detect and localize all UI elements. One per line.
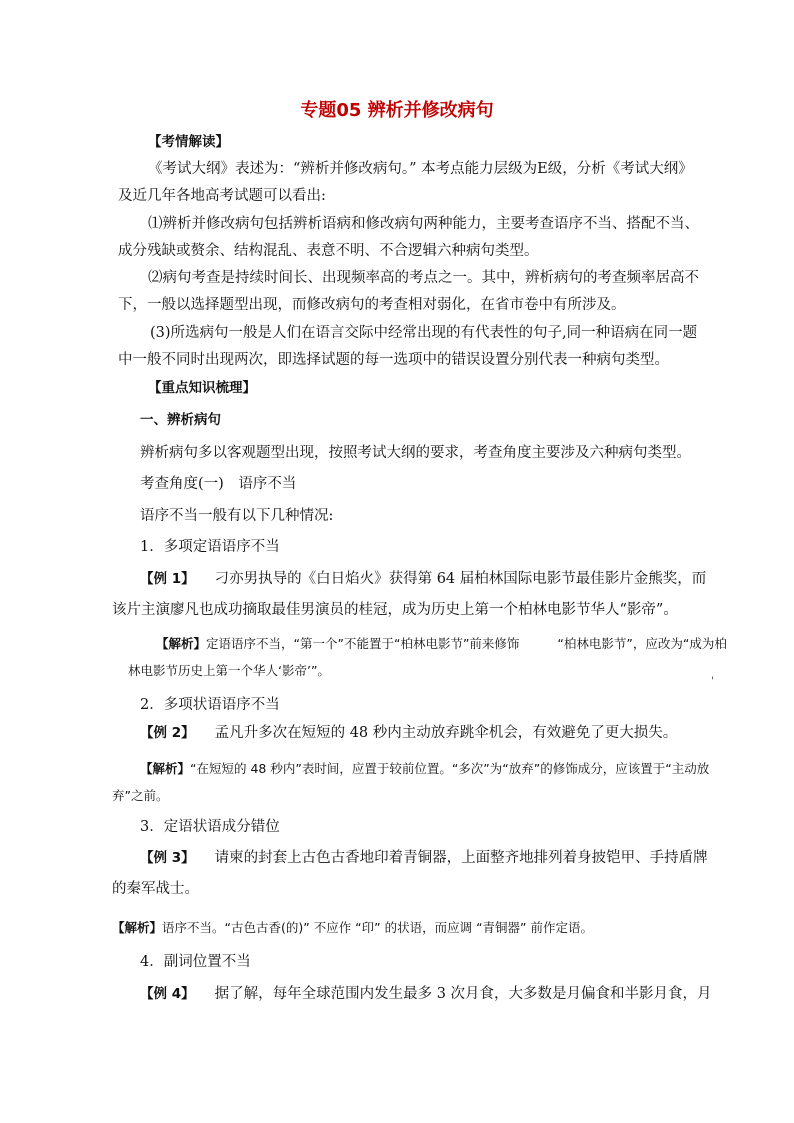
analysis-1-text-a: 定语语序不当，“第一个”不能置于“柏林电影节”前来修饰 bbox=[206, 636, 520, 651]
point-2-line-2: 下，一般以选择题型出现，而修改病句的考查相对弱化，在省市卷中有所涉及。 bbox=[118, 297, 626, 313]
point-2-line-1: ⑵病句考查是持续时间长、出现频率高的考点之一。其中，辨析病句的考查频率居高不 bbox=[148, 270, 699, 286]
analysis-3-line-1 bbox=[112, 918, 593, 938]
example-3-line-1 bbox=[140, 848, 708, 868]
analysis-2-text: “在短短的 48 秒内”表时间，应置于较前位置。“多次”为“放弃”的修饰成分，应该置于“主动放 bbox=[190, 761, 710, 776]
case-2-heading: 2．多项状语语序不当 bbox=[140, 697, 280, 713]
analysis-2-label: 【解析】 bbox=[140, 761, 191, 776]
intro-line-2: 及近几年各地高考试题可以看出: bbox=[118, 188, 326, 204]
stray-mark: ' bbox=[711, 676, 714, 687]
example-2-text: 孟凡升多次在短短的 48 秒内主动放弃跳伞机会，有效避免了更大损失。 bbox=[214, 725, 678, 741]
section-heading-key-knowledge: 【重点知识梳理】 bbox=[148, 380, 256, 396]
example-3-label: 【例 3】 bbox=[140, 850, 195, 866]
example-1-label: 【例 1】 bbox=[140, 571, 195, 587]
example-4-line-1 bbox=[140, 984, 712, 1004]
analysis-1-label: 【解析】 bbox=[156, 636, 207, 651]
intro-line-1: 《考试大纲》表述为：“辨析并修改病句。” 本考点能力层级为E级，分析《考试大纲》 bbox=[148, 161, 693, 177]
section-heading-exam-analysis: 【考情解读】 bbox=[148, 134, 229, 150]
analysis-2-line-2: 弃”之前。 bbox=[112, 788, 169, 803]
example-3-line-2: 的秦军战士。 bbox=[112, 881, 199, 897]
page-title: 专题05 辨析并修改病句 bbox=[300, 100, 494, 121]
example-1-line-2: 该片主演廖凡也成功摘取最佳男演员的桂冠，成为历史上第一个柏林电影节华人“影帝”。 bbox=[112, 602, 678, 618]
example-3-text: 请柬的封套上古色古香地印着青铜器，上面整齐地排列着身披铠甲、手持盾牌 bbox=[214, 850, 708, 866]
part-1-heading: 一、辨析病句 bbox=[140, 412, 221, 428]
example-4-text: 据了解，每年全球范围内发生最多 3 次月食，大多数是月偏食和半影月食，月 bbox=[214, 986, 712, 1002]
analysis-1-line-2: 林电影节历史上第一个华人‘影帝’”。 bbox=[128, 663, 330, 678]
point-3-line-2: 中一般不同时出现两次，即选择试题的每一选项中的错误设置分别代表一种病句类型。 bbox=[118, 352, 669, 368]
angle-1-heading: 考查角度(一) 语序不当 bbox=[140, 476, 297, 492]
analysis-1-line-1 bbox=[156, 634, 727, 654]
case-1-heading: 1．多项定语语序不当 bbox=[140, 539, 280, 555]
analysis-1-text-b: “柏林电影节”，应改为“成为柏 bbox=[557, 636, 727, 651]
example-1-line-1 bbox=[140, 569, 706, 589]
point-1-line-1: ⑴辨析并修改病句包括辨析语病和修改病句两种能力，主要考查语序不当、搭配不当、 bbox=[148, 216, 699, 232]
example-2-line-1 bbox=[140, 723, 677, 743]
example-4-label: 【例 4】 bbox=[140, 986, 195, 1002]
analysis-3-label: 【解析】 bbox=[112, 920, 163, 935]
point-3-line-1: (3)所选病句一般是人们在语言交际中经常出现的有代表性的句子,同一种语病在同一题 bbox=[150, 325, 698, 341]
example-1-text: 刁亦男执导的《白日焰火》获得第 64 届柏林国际电影节最佳影片金熊奖，而 bbox=[214, 571, 707, 587]
analysis-2-line-1 bbox=[140, 759, 709, 779]
case-4-heading: 4．副词位置不当 bbox=[140, 954, 251, 970]
angle-1-intro: 语序不当一般有以下几种情况: bbox=[140, 508, 334, 524]
point-1-line-2: 成分残缺或赘余、结构混乱、表意不明、不合逻辑六种病句类型。 bbox=[118, 243, 539, 259]
case-3-heading: 3．定语状语成分错位 bbox=[140, 819, 280, 835]
example-2-label: 【例 2】 bbox=[140, 725, 195, 741]
part-1-intro: 辨析病句多以客观题型出现，按照考试大纲的要求，考查角度主要涉及六种病句类型。 bbox=[140, 445, 691, 461]
analysis-3-text: 语序不当。“古色古香(的)” 不应作 “印” 的状语，而应调 “青铜器” 前作定语。 bbox=[162, 920, 593, 935]
